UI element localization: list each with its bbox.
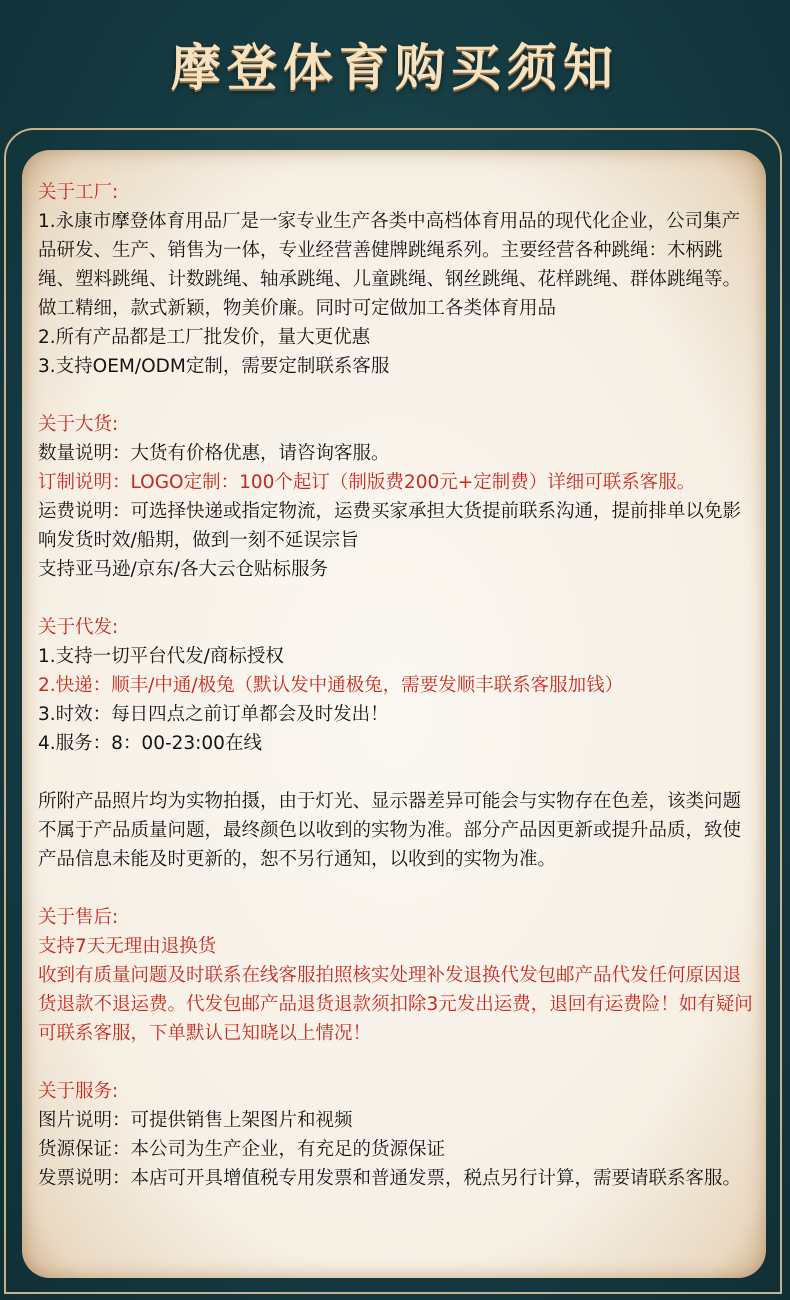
aftersales-policy: 收到有质量问题及时联系在线客服拍照核实处理补发退换代发包邮产品代发任何原因退货退款不退运费。代发包邮产品退货退款须扣除3元发出运费，退回有运费险！如有疑问可联系客服，下单默认已知晓以上情况！ <box>38 965 753 1044</box>
section-heading: 关于售后: <box>38 907 119 928</box>
section-dropship <box>38 613 758 758</box>
section-disclaimer <box>38 787 758 874</box>
factory-price: 2.所有产品都是工厂批发价，量大更优惠 <box>38 327 371 348</box>
factory-intro: 1.永康市摩登体育用品厂是一家专业生产各类中高档体育用品的现代化企业，公司集产品研发、生产、销售为一体，专业经营善健牌跳绳系列。主要经营各种跳绳：木柄跳绳、塑料跳绳、计数跳绳、轴承跳绳、儿童跳绳、钢丝跳绳、花样跳绳、群体跳绳等。做工精细，款式新颖，物美价廉。同时可定做加工各类体育用品 <box>38 211 742 319</box>
section-heading: 关于大货: <box>38 414 119 435</box>
aftersales-return: 支持7天无理由退换货 <box>38 936 217 957</box>
dropship-platforms: 1.支持一切平台代发/商标授权 <box>38 646 284 667</box>
section-aftersales <box>38 903 758 1048</box>
section-heading: 关于服务: <box>38 1081 119 1102</box>
factory-oem: 3.支持OEM/ODM定制，需要定制联系客服 <box>38 356 390 377</box>
service-supply: 货源保证：本公司为生产企业，有充足的货源保证 <box>38 1139 446 1160</box>
section-bulk <box>38 410 758 584</box>
section-service <box>38 1077 758 1193</box>
section-heading: 关于代发: <box>38 617 119 638</box>
dropship-hours: 4.服务：8：00-23:00在线 <box>38 733 262 754</box>
service-images: 图片说明：可提供销售上架图片和视频 <box>38 1110 353 1131</box>
section-heading: 关于工厂: <box>38 182 119 203</box>
dropship-courier: 2.快递：顺丰/中通/极兔（默认发中通极兔，需要发顺丰联系客服加钱） <box>38 675 624 696</box>
page-title: 摩登体育购买须知 <box>171 39 619 97</box>
bulk-quantity: 数量说明：大货有价格优惠，请咨询客服。 <box>38 443 390 464</box>
bulk-custom: 订制说明：LOGO定制：100个起订（制版费200元+定制费）详细可联系客服。 <box>38 472 696 493</box>
service-invoice: 发票说明：本店可开具增值税专用发票和普通发票，税点另行计算，需要请联系客服。 <box>38 1168 742 1189</box>
notice-content <box>38 178 758 1222</box>
bulk-shipping: 运费说明：可选择快递或指定物流，运费买家承担大货提前联系沟通，提前排单以免影响发货时效/船期，做到一刻不延误宗旨 <box>38 501 742 551</box>
section-factory <box>38 178 758 381</box>
dropship-timing: 3.时效：每日四点之前订单都会及时发出！ <box>38 704 389 725</box>
photo-disclaimer: 所附产品照片均为实物拍摄，由于灯光、显示器差异可能会与实物存在色差，该类问题不属于产品质量问题，最终颜色以收到的实物为准。部分产品因更新或提升品质，致使产品信息未能及时更新的，恕不另行通知，以收到的实物为准。 <box>38 791 742 870</box>
bulk-platforms: 支持亚马逊/京东/各大云仓贴标服务 <box>38 559 328 580</box>
